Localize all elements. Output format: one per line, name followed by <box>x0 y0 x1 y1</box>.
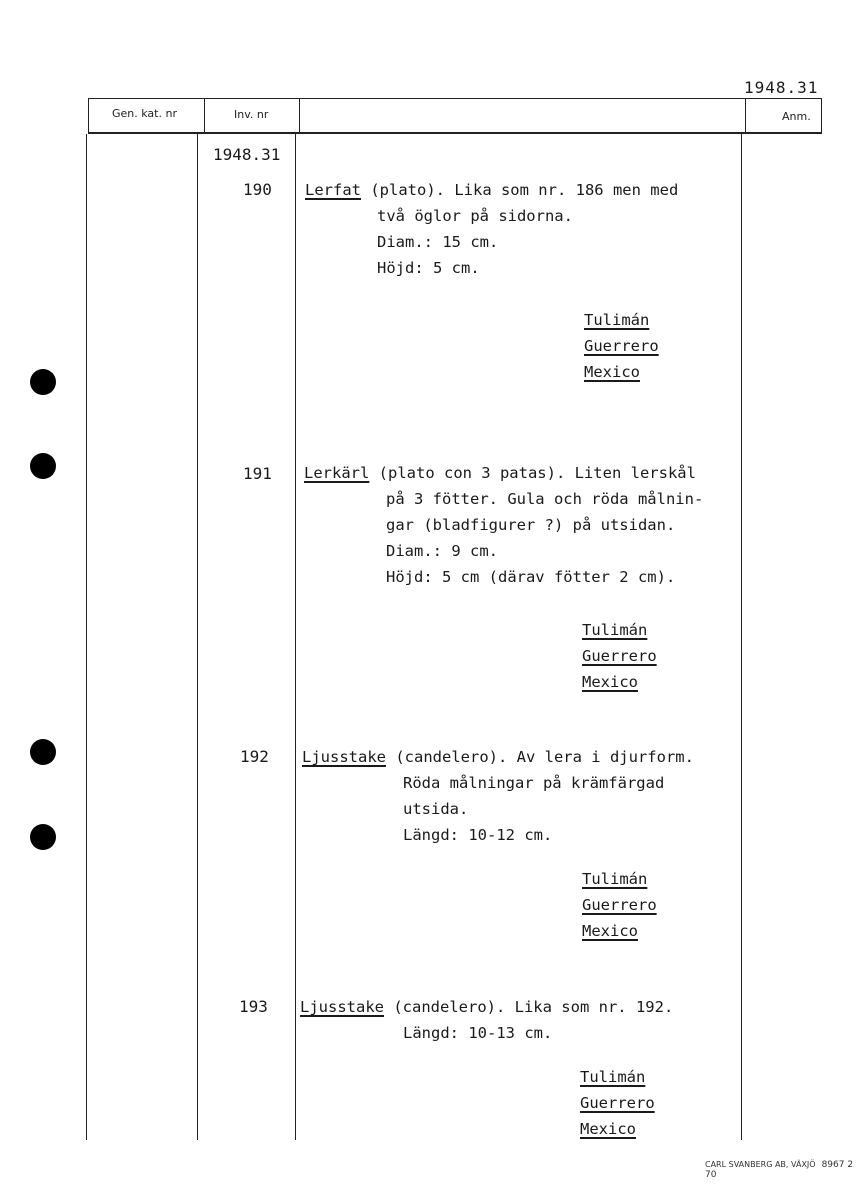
column-divider <box>88 98 89 134</box>
provenance-locality: Tulimán <box>584 311 650 329</box>
entry-description <box>300 994 673 1046</box>
provenance-locality: Tulimán <box>580 1068 646 1086</box>
provenance-state: Guerrero <box>582 647 657 665</box>
provenance <box>580 1064 655 1142</box>
punch-hole <box>30 739 56 765</box>
inventory-number: 193 <box>239 997 268 1016</box>
provenance-state: Guerrero <box>584 337 659 355</box>
entry-description <box>302 744 694 848</box>
provenance-country: Mexico <box>580 1120 636 1138</box>
entry-description <box>305 177 678 281</box>
printer-imprint <box>705 1160 867 1180</box>
provenance-state: Guerrero <box>580 1094 655 1112</box>
entry-description <box>304 460 703 590</box>
group-label: 1948.31 <box>213 145 281 164</box>
object-term: Lerkärl <box>304 464 370 482</box>
column-divider <box>86 134 87 1140</box>
object-term: Lerfat <box>305 181 361 199</box>
inventory-number: 190 <box>243 180 272 199</box>
table-header-rule <box>88 132 822 134</box>
description-line: Höjd: 5 cm. <box>377 259 480 277</box>
column-divider <box>745 98 746 134</box>
column-divider <box>295 134 296 1140</box>
description-line: gar (bladfigurer ?) på utsidan. <box>386 516 676 534</box>
description-line: Diam.: 15 cm. <box>377 233 499 251</box>
description-line: Höjd: 5 cm (därav fötter 2 cm). <box>386 568 676 586</box>
catalog-id: 1948.31 <box>744 78 819 97</box>
column-divider <box>299 98 300 134</box>
description-line: två öglor på sidorna. <box>377 207 573 225</box>
column-divider <box>821 98 822 134</box>
provenance <box>582 866 657 944</box>
column-header-anm: Anm. <box>782 110 811 123</box>
description-line: Längd: 10-12 cm. <box>403 826 553 844</box>
provenance-country: Mexico <box>584 363 640 381</box>
provenance <box>584 307 659 385</box>
provenance-state: Guerrero <box>582 896 657 914</box>
provenance-country: Mexico <box>582 922 638 940</box>
punch-hole <box>30 824 56 850</box>
description-line: Lerkärl (plato con 3 patas). Liten lerskål <box>304 464 696 482</box>
form-code: 8967 2 70 <box>705 1160 854 1180</box>
description-line: Lerfat (plato). Lika som nr. 186 men med <box>305 181 679 199</box>
printer-name: CARL SVANBERG AB, VÄXJÖ <box>705 1160 816 1169</box>
inventory-number: 191 <box>243 464 272 483</box>
punch-hole <box>30 369 56 395</box>
description-line: Längd: 10-13 cm. <box>403 1024 553 1042</box>
description-line: Ljusstake (candelero). Lika som nr. 192. <box>300 998 674 1016</box>
object-term: Ljusstake <box>300 998 384 1016</box>
inventory-number: 192 <box>240 747 269 766</box>
provenance <box>582 617 657 695</box>
provenance-country: Mexico <box>582 673 638 691</box>
column-divider <box>741 134 742 1140</box>
provenance-locality: Tulimán <box>582 870 648 888</box>
column-header-gen-kat-nr: Gen. kat. nr <box>112 107 177 120</box>
table-top-rule <box>88 98 822 99</box>
punch-hole <box>30 453 56 479</box>
object-term: Ljusstake <box>302 748 386 766</box>
column-divider <box>204 98 205 134</box>
description-line: Ljusstake (candelero). Av lera i djurform. <box>302 748 694 766</box>
provenance-locality: Tulimán <box>582 621 648 639</box>
description-line: Röda målningar på krämfärgad <box>403 774 665 792</box>
column-divider <box>197 134 198 1140</box>
description-line: på 3 fötter. Gula och röda målnin- <box>386 490 704 508</box>
column-header-inv-nr: Inv. nr <box>234 108 269 121</box>
description-line: Diam.: 9 cm. <box>386 542 498 560</box>
description-line: utsida. <box>403 800 469 818</box>
